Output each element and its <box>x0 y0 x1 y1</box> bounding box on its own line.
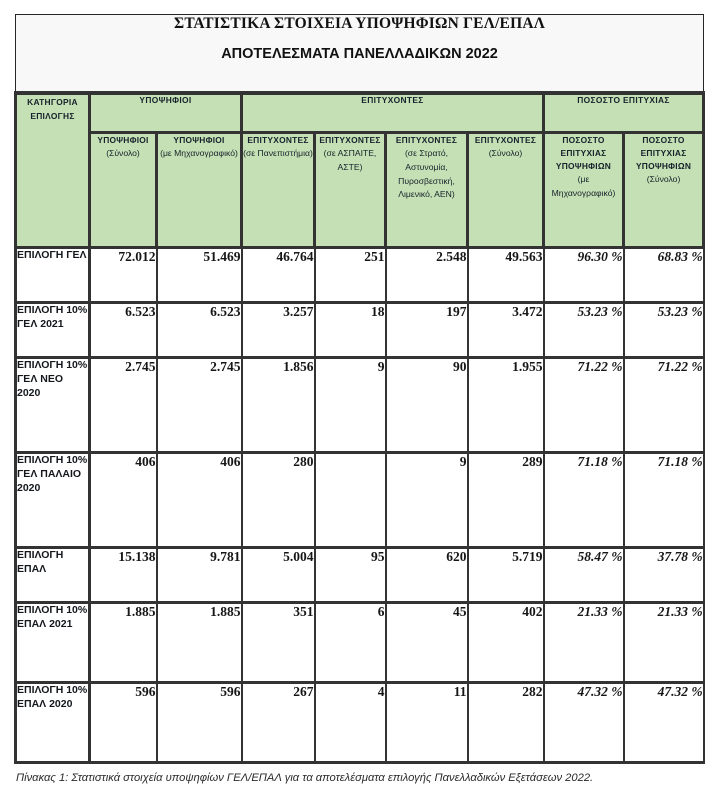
header-col-rate-with-form <box>544 133 624 248</box>
row-label: ΕΠΙΛΟΓΗ 10% ΕΠΑΛ 2020 <box>16 683 90 763</box>
table-title-cell <box>16 15 704 93</box>
cell-candidates-with-form: 406 <box>157 453 242 548</box>
cell-admitted-universities: 267 <box>242 683 315 763</box>
cell-rate-total: 68.83 % <box>624 248 704 303</box>
header-col-candidates-total <box>90 133 157 248</box>
cell-admitted-aspaite <box>315 453 386 548</box>
header-col-rate-total-main: ΠΟΣΟΣΤΟ ΕΠΙΤΥΧΙΑΣ ΥΠΟΨΗΦΙΩΝ <box>635 135 692 172</box>
cell-rate-with-form: 53.23 % <box>544 303 624 358</box>
cell-admitted-total: 5.719 <box>468 548 544 603</box>
cell-admitted-universities: 5.004 <box>242 548 315 603</box>
table-row <box>16 683 704 763</box>
header-col-admitted-total-paren: (Σύνολο) <box>488 148 523 159</box>
header-col-candidates-total-main: ΥΠΟΨΗΦΙΟΙ <box>97 135 149 145</box>
header-col-admitted-total-main: ΕΠΙΤΥΧΟΝΤΕΣ <box>474 135 537 145</box>
cell-rate-with-form: 96.30 % <box>544 248 624 303</box>
cell-rate-total: 47.32 % <box>624 683 704 763</box>
header-col-admitted-universities <box>242 133 315 248</box>
cell-rate-with-form: 71.18 % <box>544 453 624 548</box>
cell-candidates-with-form: 6.523 <box>157 303 242 358</box>
header-col-candidates-with-form-paren: (με Μηχανογραφικό) <box>160 148 238 159</box>
cell-candidates-total: 72.012 <box>90 248 157 303</box>
cell-candidates-with-form: 596 <box>157 683 242 763</box>
table-row <box>16 603 704 683</box>
cell-admitted-aspaite: 18 <box>315 303 386 358</box>
title-line-1: ΣΤΑΤΙΣΤΙΚΑ ΣΤΟΙΧΕΙΑ ΥΠΟΨΗΦΙΩΝ ΓΕΛ/ΕΠΑΛ <box>174 15 546 32</box>
cell-admitted-universities: 3.257 <box>242 303 315 358</box>
table-row <box>16 248 704 303</box>
cell-admitted-forces: 9 <box>386 453 468 548</box>
table-caption: Πίνακας 1: Στατιστικά στοιχεία υποψηφίων ΓΕΛ/ΕΠΑΛ για τα αποτελέσματα επιλογής Πανελλαδικών Εξετάσεων 2022. <box>16 772 594 784</box>
cell-admitted-forces: 45 <box>386 603 468 683</box>
header-col-admitted-total <box>468 133 544 248</box>
cell-candidates-total: 2.745 <box>90 358 157 453</box>
row-label: ΕΠΙΛΟΓΗ ΓΕΛ <box>16 248 90 303</box>
header-col-rate-with-form-main: ΠΟΣΟΣΤΟ ΕΠΙΤΥΧΙΑΣ ΥΠΟΨΗΦΙΩΝ <box>555 135 612 172</box>
cell-candidates-with-form: 2.745 <box>157 358 242 453</box>
header-col-rate-total <box>624 133 704 248</box>
cell-admitted-total: 3.472 <box>468 303 544 358</box>
cell-rate-total: 53.23 % <box>624 303 704 358</box>
sub-header-row <box>16 133 704 248</box>
cell-admitted-aspaite: 95 <box>315 548 386 603</box>
cell-candidates-total: 406 <box>90 453 157 548</box>
cell-candidates-with-form: 51.469 <box>157 248 242 303</box>
cell-admitted-total: 289 <box>468 453 544 548</box>
header-col-candidates-total-paren: (Σύνολο) <box>106 148 140 159</box>
header-col-admitted-aspaite-paren: (σε ΑΣΠΑΙΤΕ, ΑΣΤΕ) <box>323 148 377 172</box>
table-row <box>16 303 704 358</box>
header-col-admitted-aspaite <box>315 133 386 248</box>
cell-admitted-aspaite: 9 <box>315 358 386 453</box>
header-group-success-rate: ΠΟΣΟΣΤΟ ΕΠΙΤΥΧΙΑΣ <box>544 93 704 133</box>
cell-admitted-forces: 620 <box>386 548 468 603</box>
cell-candidates-with-form: 1.885 <box>157 603 242 683</box>
header-col-rate-with-form-paren: (με Μηχανογραφικό) <box>551 174 616 198</box>
row-label: ΕΠΙΛΟΓΗ 10% ΕΠΑΛ 2021 <box>16 603 90 683</box>
header-col-candidates-with-form-main: ΥΠΟΨΗΦΙΟΙ <box>173 135 225 145</box>
cell-admitted-forces: 197 <box>386 303 468 358</box>
cell-admitted-forces: 2.548 <box>386 248 468 303</box>
table-row <box>16 453 704 548</box>
cell-admitted-universities: 280 <box>242 453 315 548</box>
header-col-admitted-forces <box>386 133 468 248</box>
header-col-candidates-with-form <box>157 133 242 248</box>
row-label: ΕΠΙΛΟΓΗ ΕΠΑΛ <box>16 548 90 603</box>
cell-rate-total: 37.78 % <box>624 548 704 603</box>
header-col-admitted-aspaite-main: ΕΠΙΤΥΧΟΝΤΕΣ <box>319 135 381 145</box>
cell-admitted-forces: 90 <box>386 358 468 453</box>
cell-rate-total: 71.18 % <box>624 453 704 548</box>
title-row <box>16 15 704 93</box>
header-col-admitted-universities-main: ΕΠΙΤΥΧΟΝΤΕΣ <box>247 135 309 145</box>
cell-rate-with-form: 58.47 % <box>544 548 624 603</box>
cell-admitted-aspaite: 6 <box>315 603 386 683</box>
statistics-table <box>14 14 705 764</box>
header-col-admitted-forces-main: ΕΠΙΤΥΧΟΝΤΕΣ <box>395 135 458 145</box>
cell-candidates-total: 15.138 <box>90 548 157 603</box>
cell-admitted-aspaite: 251 <box>315 248 386 303</box>
row-label: ΕΠΙΛΟΓΗ 10% ΓΕΛ ΠΑΛΑΙΟ 2020 <box>16 453 90 548</box>
cell-rate-with-form: 47.32 % <box>544 683 624 763</box>
table-row <box>16 548 704 603</box>
header-group-admitted: ΕΠΙΤΥΧΟΝΤΕΣ <box>242 93 544 133</box>
cell-candidates-total: 596 <box>90 683 157 763</box>
cell-rate-total: 21.33 % <box>624 603 704 683</box>
cell-admitted-forces: 11 <box>386 683 468 763</box>
cell-candidates-total: 1.885 <box>90 603 157 683</box>
cell-admitted-universities: 46.764 <box>242 248 315 303</box>
row-label: ΕΠΙΛΟΓΗ 10% ΓΕΛ ΝΕΟ 2020 <box>16 358 90 453</box>
cell-rate-total: 71.22 % <box>624 358 704 453</box>
header-col-admitted-universities-paren: (σε Πανεπιστήμια) <box>243 148 313 159</box>
cell-admitted-total: 402 <box>468 603 544 683</box>
header-group-candidates: ΥΠΟΨΗΦΙΟΙ <box>90 93 242 133</box>
group-header-row <box>16 93 704 133</box>
cell-admitted-total: 1.955 <box>468 358 544 453</box>
cell-admitted-total: 49.563 <box>468 248 544 303</box>
cell-admitted-universities: 1.856 <box>242 358 315 453</box>
row-label: ΕΠΙΛΟΓΗ 10% ΓΕΛ 2021 <box>16 303 90 358</box>
table-row <box>16 358 704 453</box>
header-category-selection: ΚΑΤΗΓΟΡΙΑ ΕΠΙΛΟΓΗΣ <box>16 93 90 248</box>
cell-rate-with-form: 21.33 % <box>544 603 624 683</box>
header-col-rate-total-paren: (Σύνολο) <box>646 174 681 185</box>
cell-admitted-aspaite: 4 <box>315 683 386 763</box>
header-col-admitted-forces-paren: (σε Στρατό, Αστυνομία, Πυροσβεστική, Λιμενικό, ΑΕΝ) <box>398 148 455 200</box>
cell-rate-with-form: 71.22 % <box>544 358 624 453</box>
cell-admitted-universities: 351 <box>242 603 315 683</box>
title-line-2: ΑΠΟΤΕΛΕΣΜΑΤΑ ΠΑΝΕΛΛΑΔΙΚΩΝ 2022 <box>221 45 498 62</box>
cell-candidates-total: 6.523 <box>90 303 157 358</box>
cell-admitted-total: 282 <box>468 683 544 763</box>
cell-candidates-with-form: 9.781 <box>157 548 242 603</box>
